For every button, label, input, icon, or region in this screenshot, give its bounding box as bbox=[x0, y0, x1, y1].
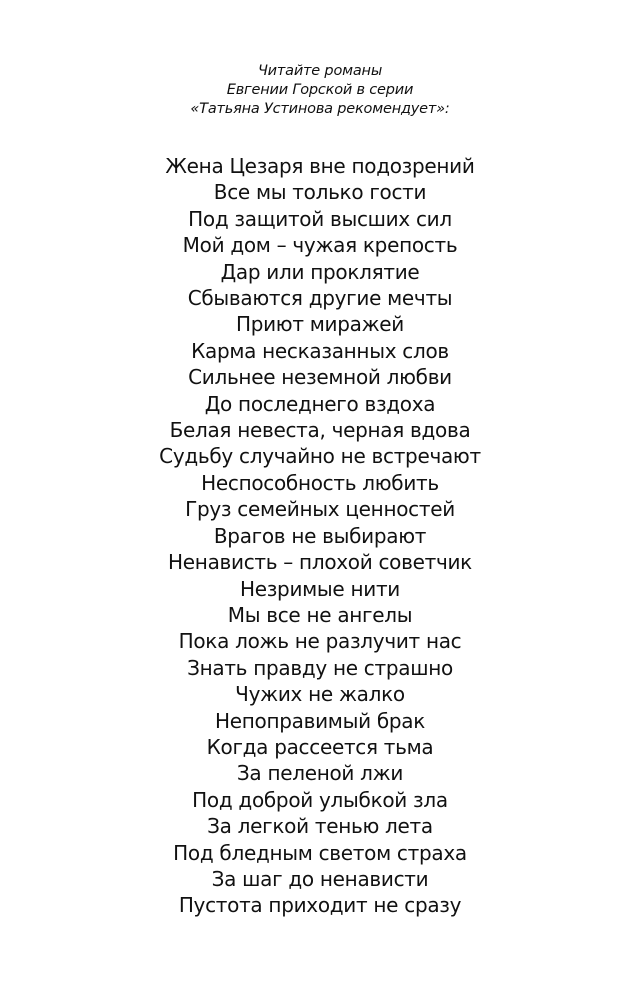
novel-title: Когда рассеется тьма bbox=[206, 734, 434, 759]
novel-title: Чужих не жалко bbox=[235, 682, 405, 707]
novel-title: Мой дом – чужая крепость bbox=[182, 233, 458, 258]
novel-title: Мы все не ангелы bbox=[227, 602, 413, 627]
novel-title: Карма несказанных слов bbox=[191, 338, 449, 363]
novel-title: Судьбу случайно не встречают bbox=[159, 444, 481, 469]
intro-line: Евгении Горской в серии bbox=[226, 82, 414, 98]
novel-title: За легкой тенью лета bbox=[207, 814, 433, 839]
novel-title: Незримые нити bbox=[239, 576, 401, 601]
novel-title: Под защитой высших сил bbox=[188, 206, 452, 231]
novel-title: Сильнее неземной любви bbox=[188, 365, 452, 390]
novel-title: Сбываются другие мечты bbox=[187, 286, 453, 311]
novel-title: Ненависть – плохой советчик bbox=[168, 550, 472, 575]
novel-title: Под доброй улыбкой зла bbox=[192, 787, 448, 812]
novel-title: Под бледным светом страха bbox=[173, 840, 467, 865]
novel-title: Пустота приходит не сразу bbox=[178, 893, 462, 918]
novel-title: Дар или проклятие bbox=[220, 259, 420, 284]
novel-title: Приют миражей bbox=[235, 312, 405, 337]
novel-title-list bbox=[0, 153, 640, 919]
novel-title: За шаг до ненависти bbox=[211, 866, 429, 891]
novel-title: Белая невеста, черная вдова bbox=[169, 418, 471, 443]
novel-title: До последнего вздоха bbox=[204, 391, 436, 416]
novel-title: Груз семейных ценностей bbox=[185, 497, 455, 522]
novel-title: Знать правду не страшно bbox=[187, 655, 453, 680]
novel-title: Неспособность любить bbox=[201, 470, 439, 495]
intro-line: «Татьяна Устинова рекомендует»: bbox=[190, 101, 450, 117]
novel-title: Все мы только гости bbox=[213, 180, 427, 205]
novel-title: Врагов не выбирают bbox=[213, 523, 427, 548]
novel-title: Непоправимый брак bbox=[215, 708, 425, 733]
intro-line: Читайте романы bbox=[257, 63, 383, 79]
novel-title: Пока ложь не разлучит нас bbox=[178, 629, 462, 654]
novel-title: Жена Цезаря вне подозрений bbox=[165, 154, 475, 178]
series-intro bbox=[0, 62, 640, 119]
novel-title: За пеленой лжи bbox=[236, 761, 404, 786]
